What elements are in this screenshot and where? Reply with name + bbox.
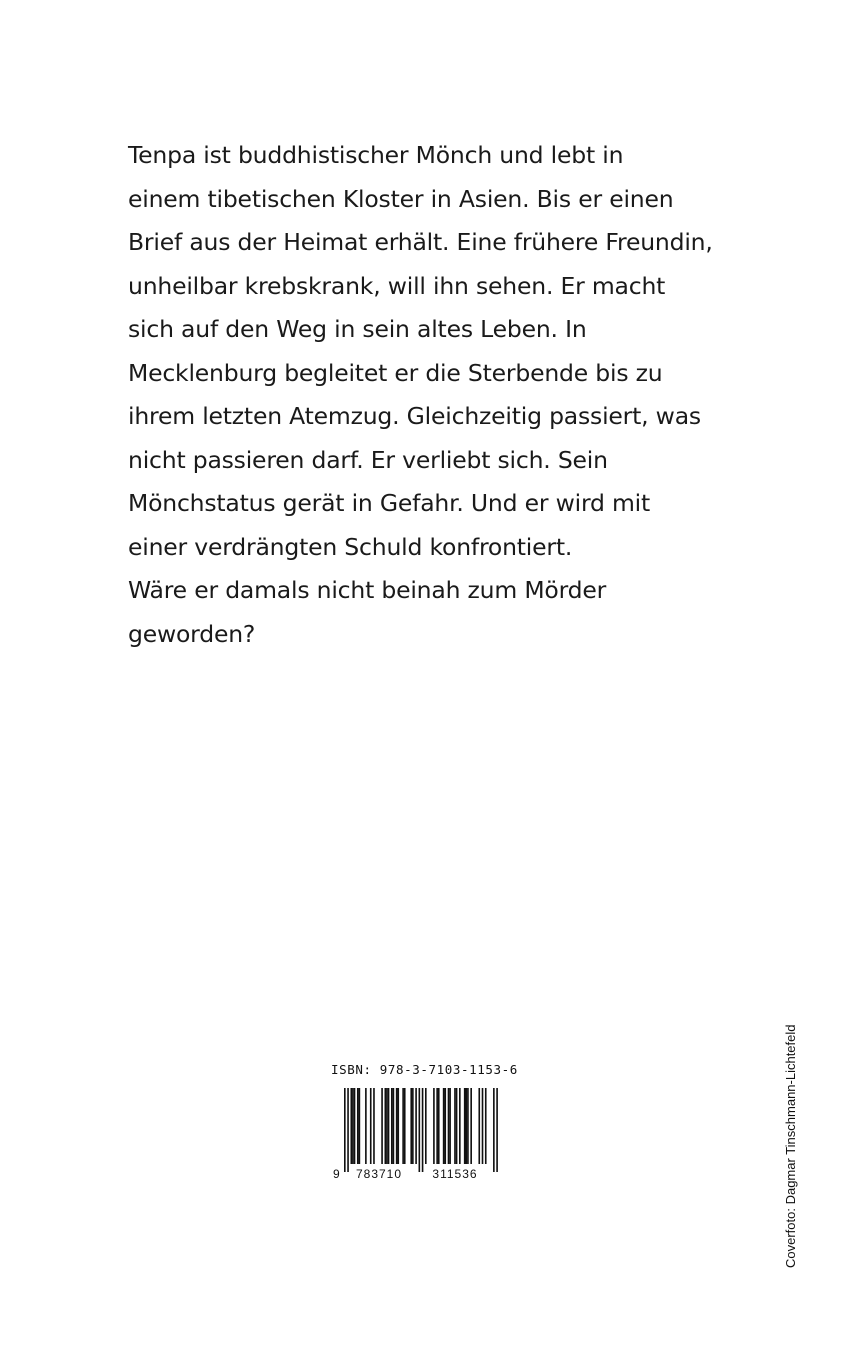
barcode-bar	[350, 1088, 352, 1164]
blurb-line: unheilbar krebskrank, will ihn sehen. Er macht	[128, 271, 666, 300]
barcode-bar	[386, 1088, 388, 1164]
blurb-line: geworden?	[128, 619, 256, 648]
barcode-first-digit: 9	[333, 1167, 340, 1181]
barcode-bar	[464, 1088, 466, 1164]
blurb-line: Brief aus der Heimat erhält. Eine frühere Freundin,	[128, 228, 713, 256]
barcode-bar	[425, 1088, 427, 1164]
barcode-guard-bar	[344, 1088, 346, 1172]
barcode-bar	[478, 1088, 480, 1164]
isbn-label: ISBN: 978-3-7103-1153-6	[331, 1062, 518, 1077]
blurb-line: sich auf den Weg in sein altes Leben. In	[128, 315, 587, 343]
barcode-bar	[385, 1088, 387, 1164]
barcode-right-group: 311536	[432, 1167, 478, 1181]
barcode-bar	[459, 1088, 461, 1164]
cover-photo-credit: Coverfoto: Dagmar Tinschmann-Lichtefeld	[783, 1024, 798, 1268]
barcode-bar	[402, 1088, 404, 1164]
barcode-bars	[344, 1088, 498, 1172]
barcode-bar	[391, 1088, 393, 1164]
barcode-bar	[410, 1088, 412, 1164]
barcode-left-group: 783710	[355, 1167, 403, 1181]
barcode-bar	[443, 1088, 445, 1164]
barcode-guard-bar	[496, 1088, 498, 1172]
barcode-bar	[466, 1088, 468, 1164]
blurb-line: einer verdrängten Schuld konfrontiert.	[128, 532, 573, 561]
barcode-bar	[354, 1088, 356, 1164]
barcode-bar	[370, 1088, 372, 1164]
blurb-line: Mecklenburg begleitet er die Sterbende bis zu	[128, 358, 663, 387]
barcode-guard-bar	[419, 1088, 421, 1172]
barcode-bar	[433, 1088, 435, 1164]
back-cover-blurb	[128, 134, 728, 656]
blurb-line: Tenpa ist buddhistischer Mönch und lebt in	[128, 141, 624, 169]
barcode-bar	[485, 1088, 487, 1164]
barcode-bar	[412, 1088, 414, 1164]
barcode-bar	[373, 1088, 375, 1164]
blurb-line: einem tibetischen Kloster in Asien. Bis er einen	[128, 184, 674, 213]
barcode-bar	[436, 1088, 438, 1164]
barcode-bar	[388, 1088, 390, 1164]
blurb-line: ihrem letzten Atemzug. Gleichzeitig passiert, was	[128, 402, 701, 430]
barcode-bar	[449, 1088, 451, 1164]
barcode-bar	[352, 1088, 354, 1164]
barcode-bar	[381, 1088, 383, 1164]
blurb-line: Wäre er damals nicht beinah zum Mörder	[128, 576, 607, 604]
barcode-bar	[470, 1088, 472, 1164]
barcode-bar	[448, 1088, 450, 1164]
barcode-guard-bar	[347, 1088, 349, 1172]
barcode-bar	[456, 1088, 458, 1164]
blurb-line: nicht passieren darf. Er verliebt sich. Sein	[128, 445, 608, 474]
barcode-guard-bar	[422, 1088, 424, 1172]
barcode-bar	[393, 1088, 395, 1164]
barcode-bar	[415, 1088, 417, 1164]
barcode-bar	[467, 1088, 469, 1164]
isbn-barcode	[330, 1086, 510, 1182]
barcode-bar	[357, 1088, 359, 1164]
barcode-bar	[404, 1088, 406, 1164]
barcode-bar	[397, 1088, 399, 1164]
barcode-bar	[365, 1088, 367, 1164]
barcode-bar	[396, 1088, 398, 1164]
barcode-bar	[482, 1088, 484, 1164]
barcode-bar	[444, 1088, 446, 1164]
barcode-bar	[359, 1088, 361, 1164]
barcode-bar	[454, 1088, 456, 1164]
barcode-bar	[438, 1088, 440, 1164]
blurb-line: Mönchstatus gerät in Gefahr. Und er wird mit	[128, 489, 651, 517]
barcode-guard-bar	[493, 1088, 495, 1172]
